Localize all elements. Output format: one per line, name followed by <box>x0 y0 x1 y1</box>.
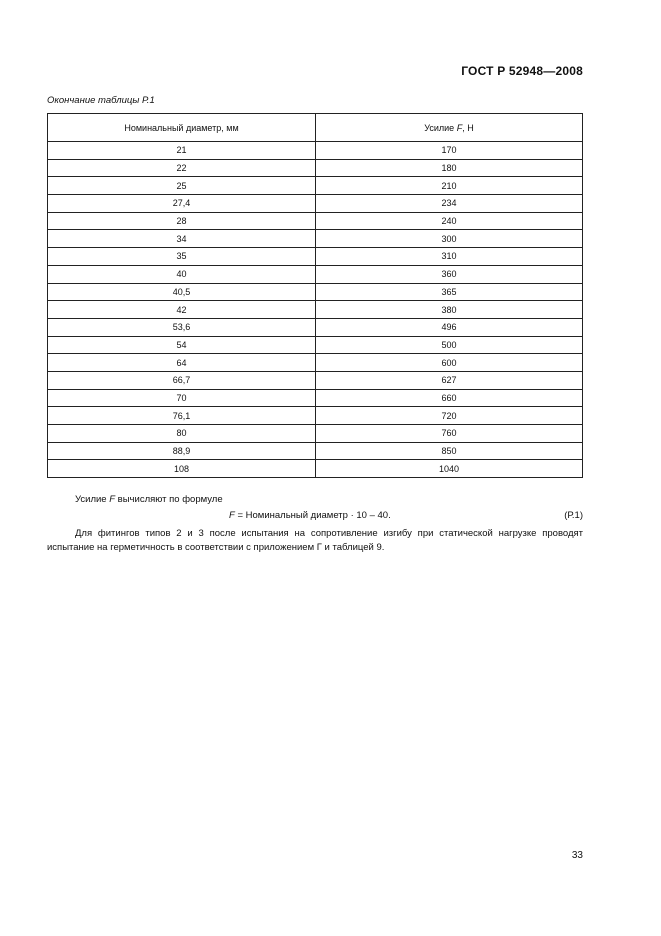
cell-diameter: 88,9 <box>48 442 316 460</box>
table-row <box>48 354 583 372</box>
formula-intro-suffix: вычисляют по формуле <box>115 494 223 505</box>
cell-diameter: 25 <box>48 177 316 195</box>
cell-diameter: 22 <box>48 159 316 177</box>
cell-diameter: 42 <box>48 301 316 319</box>
data-table <box>47 113 583 478</box>
cell-diameter: 80 <box>48 425 316 443</box>
table-row <box>48 336 583 354</box>
column-header-force-variable: F <box>456 122 463 133</box>
cell-force: 850 <box>316 442 583 460</box>
formula-expression <box>229 510 391 521</box>
cell-force: 380 <box>316 301 583 319</box>
table-header-row <box>48 114 583 142</box>
cell-diameter: 40,5 <box>48 283 316 301</box>
table-row <box>48 425 583 443</box>
column-header-force-prefix: Усилие <box>424 122 457 133</box>
table-row <box>48 389 583 407</box>
column-header-force-suffix: , Н <box>462 122 474 133</box>
cell-force: 300 <box>316 230 583 248</box>
cell-diameter: 70 <box>48 389 316 407</box>
table-row <box>48 407 583 425</box>
table-row <box>48 248 583 266</box>
cell-diameter: 34 <box>48 230 316 248</box>
table-caption: Окончание таблицы Р.1 <box>47 95 155 106</box>
cell-diameter: 64 <box>48 354 316 372</box>
formula-intro-variable: F <box>109 494 116 505</box>
table-row <box>48 159 583 177</box>
table-row <box>48 142 583 160</box>
cell-force: 720 <box>316 407 583 425</box>
cell-force: 240 <box>316 212 583 230</box>
formula-line <box>47 510 583 524</box>
cell-force: 310 <box>316 248 583 266</box>
cell-diameter: 108 <box>48 460 316 478</box>
document-code: ГОСТ Р 52948—2008 <box>461 64 583 78</box>
column-header-force <box>316 114 583 142</box>
cell-force: 600 <box>316 354 583 372</box>
table-row <box>48 442 583 460</box>
table-row <box>48 265 583 283</box>
cell-diameter: 28 <box>48 212 316 230</box>
table-row <box>48 301 583 319</box>
cell-diameter: 27,4 <box>48 195 316 213</box>
cell-diameter: 40 <box>48 265 316 283</box>
cell-force: 760 <box>316 425 583 443</box>
cell-diameter: 54 <box>48 336 316 354</box>
cell-force: 170 <box>316 142 583 160</box>
table-row <box>48 177 583 195</box>
cell-diameter: 66,7 <box>48 371 316 389</box>
cell-force: 627 <box>316 371 583 389</box>
formula-intro-prefix: Усилие <box>75 494 110 505</box>
table-row <box>48 230 583 248</box>
cell-force: 365 <box>316 283 583 301</box>
cell-force: 660 <box>316 389 583 407</box>
table-row <box>48 318 583 336</box>
formula-number: (Р.1) <box>564 510 583 521</box>
table-row <box>48 283 583 301</box>
page-number: 33 <box>571 850 583 861</box>
cell-force: 180 <box>316 159 583 177</box>
body-paragraph: Для фитингов типов 2 и 3 после испытания на сопротивление изгибу при статической нагрузке проводят испытание на герметичность в соответствии с приложением Г и таблицей 9. <box>47 528 583 553</box>
cell-force: 1040 <box>316 460 583 478</box>
cell-diameter: 35 <box>48 248 316 266</box>
cell-force: 234 <box>316 195 583 213</box>
table-row <box>48 460 583 478</box>
cell-force: 210 <box>316 177 583 195</box>
cell-diameter: 53,6 <box>48 318 316 336</box>
formula-intro <box>75 494 223 505</box>
column-header-diameter: Номинальный диаметр, мм <box>48 114 316 142</box>
cell-force: 496 <box>316 318 583 336</box>
formula-rhs: = Номинальный диаметр · 10 – 40. <box>234 510 391 521</box>
cell-force: 360 <box>316 265 583 283</box>
table-row <box>48 195 583 213</box>
cell-force: 500 <box>316 336 583 354</box>
formula-lhs: F <box>229 510 235 521</box>
table-row <box>48 371 583 389</box>
cell-diameter: 76,1 <box>48 407 316 425</box>
cell-diameter: 21 <box>48 142 316 160</box>
table-body <box>48 142 583 478</box>
table-row <box>48 212 583 230</box>
